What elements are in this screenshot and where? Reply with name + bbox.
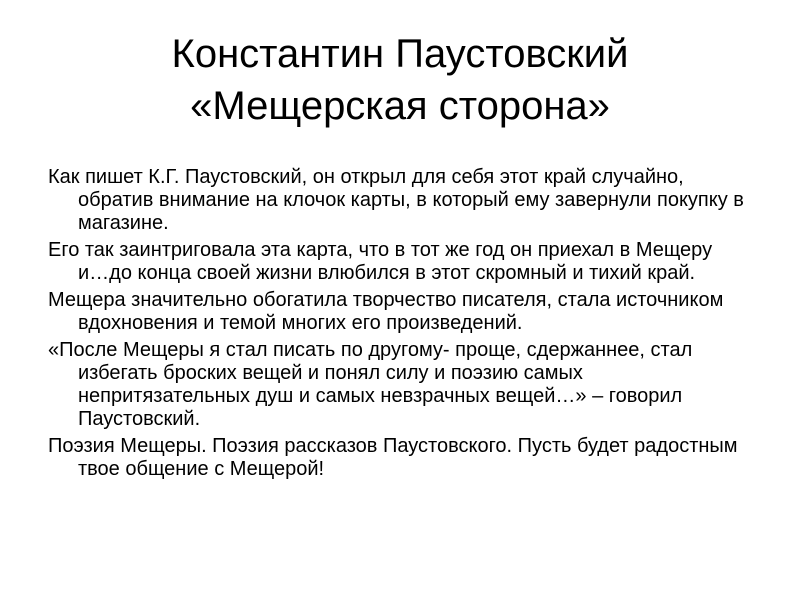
slide-body bbox=[48, 166, 748, 485]
title-work: «Мещерская сторона» bbox=[190, 84, 610, 128]
title-author: Константин Паустовский bbox=[171, 32, 629, 76]
slide-title bbox=[40, 28, 760, 132]
body-paragraph: Поэзия Мещеры. Поэзия рассказов Паустовского. Пусть будет радостным твое общение с Мещерой! bbox=[48, 435, 738, 480]
body-paragraph: Мещера значительно обогатила творчество писателя, стала источником вдохновения и темой многих его произведений. bbox=[48, 289, 724, 334]
body-paragraph: Как пишет К.Г. Паустовский, он открыл для себя этот край случайно, обратив внимание на клочок карты, в который ему завернули покупку в магазине. bbox=[48, 166, 744, 234]
body-paragraph: Его так заинтриговала эта карта, что в тот же год он приехал в Мещеру и…до конца своей жизни влюбился в этот скромный и тихий край. bbox=[48, 239, 713, 284]
body-paragraph: «После Мещеры я стал писать по другому- проще, сдержаннее, стал избегать броских вещей и понял силу и поэзию самых непритязательных душ и самых невзрачных вещей…» – говорил Паустовский. bbox=[48, 339, 693, 430]
